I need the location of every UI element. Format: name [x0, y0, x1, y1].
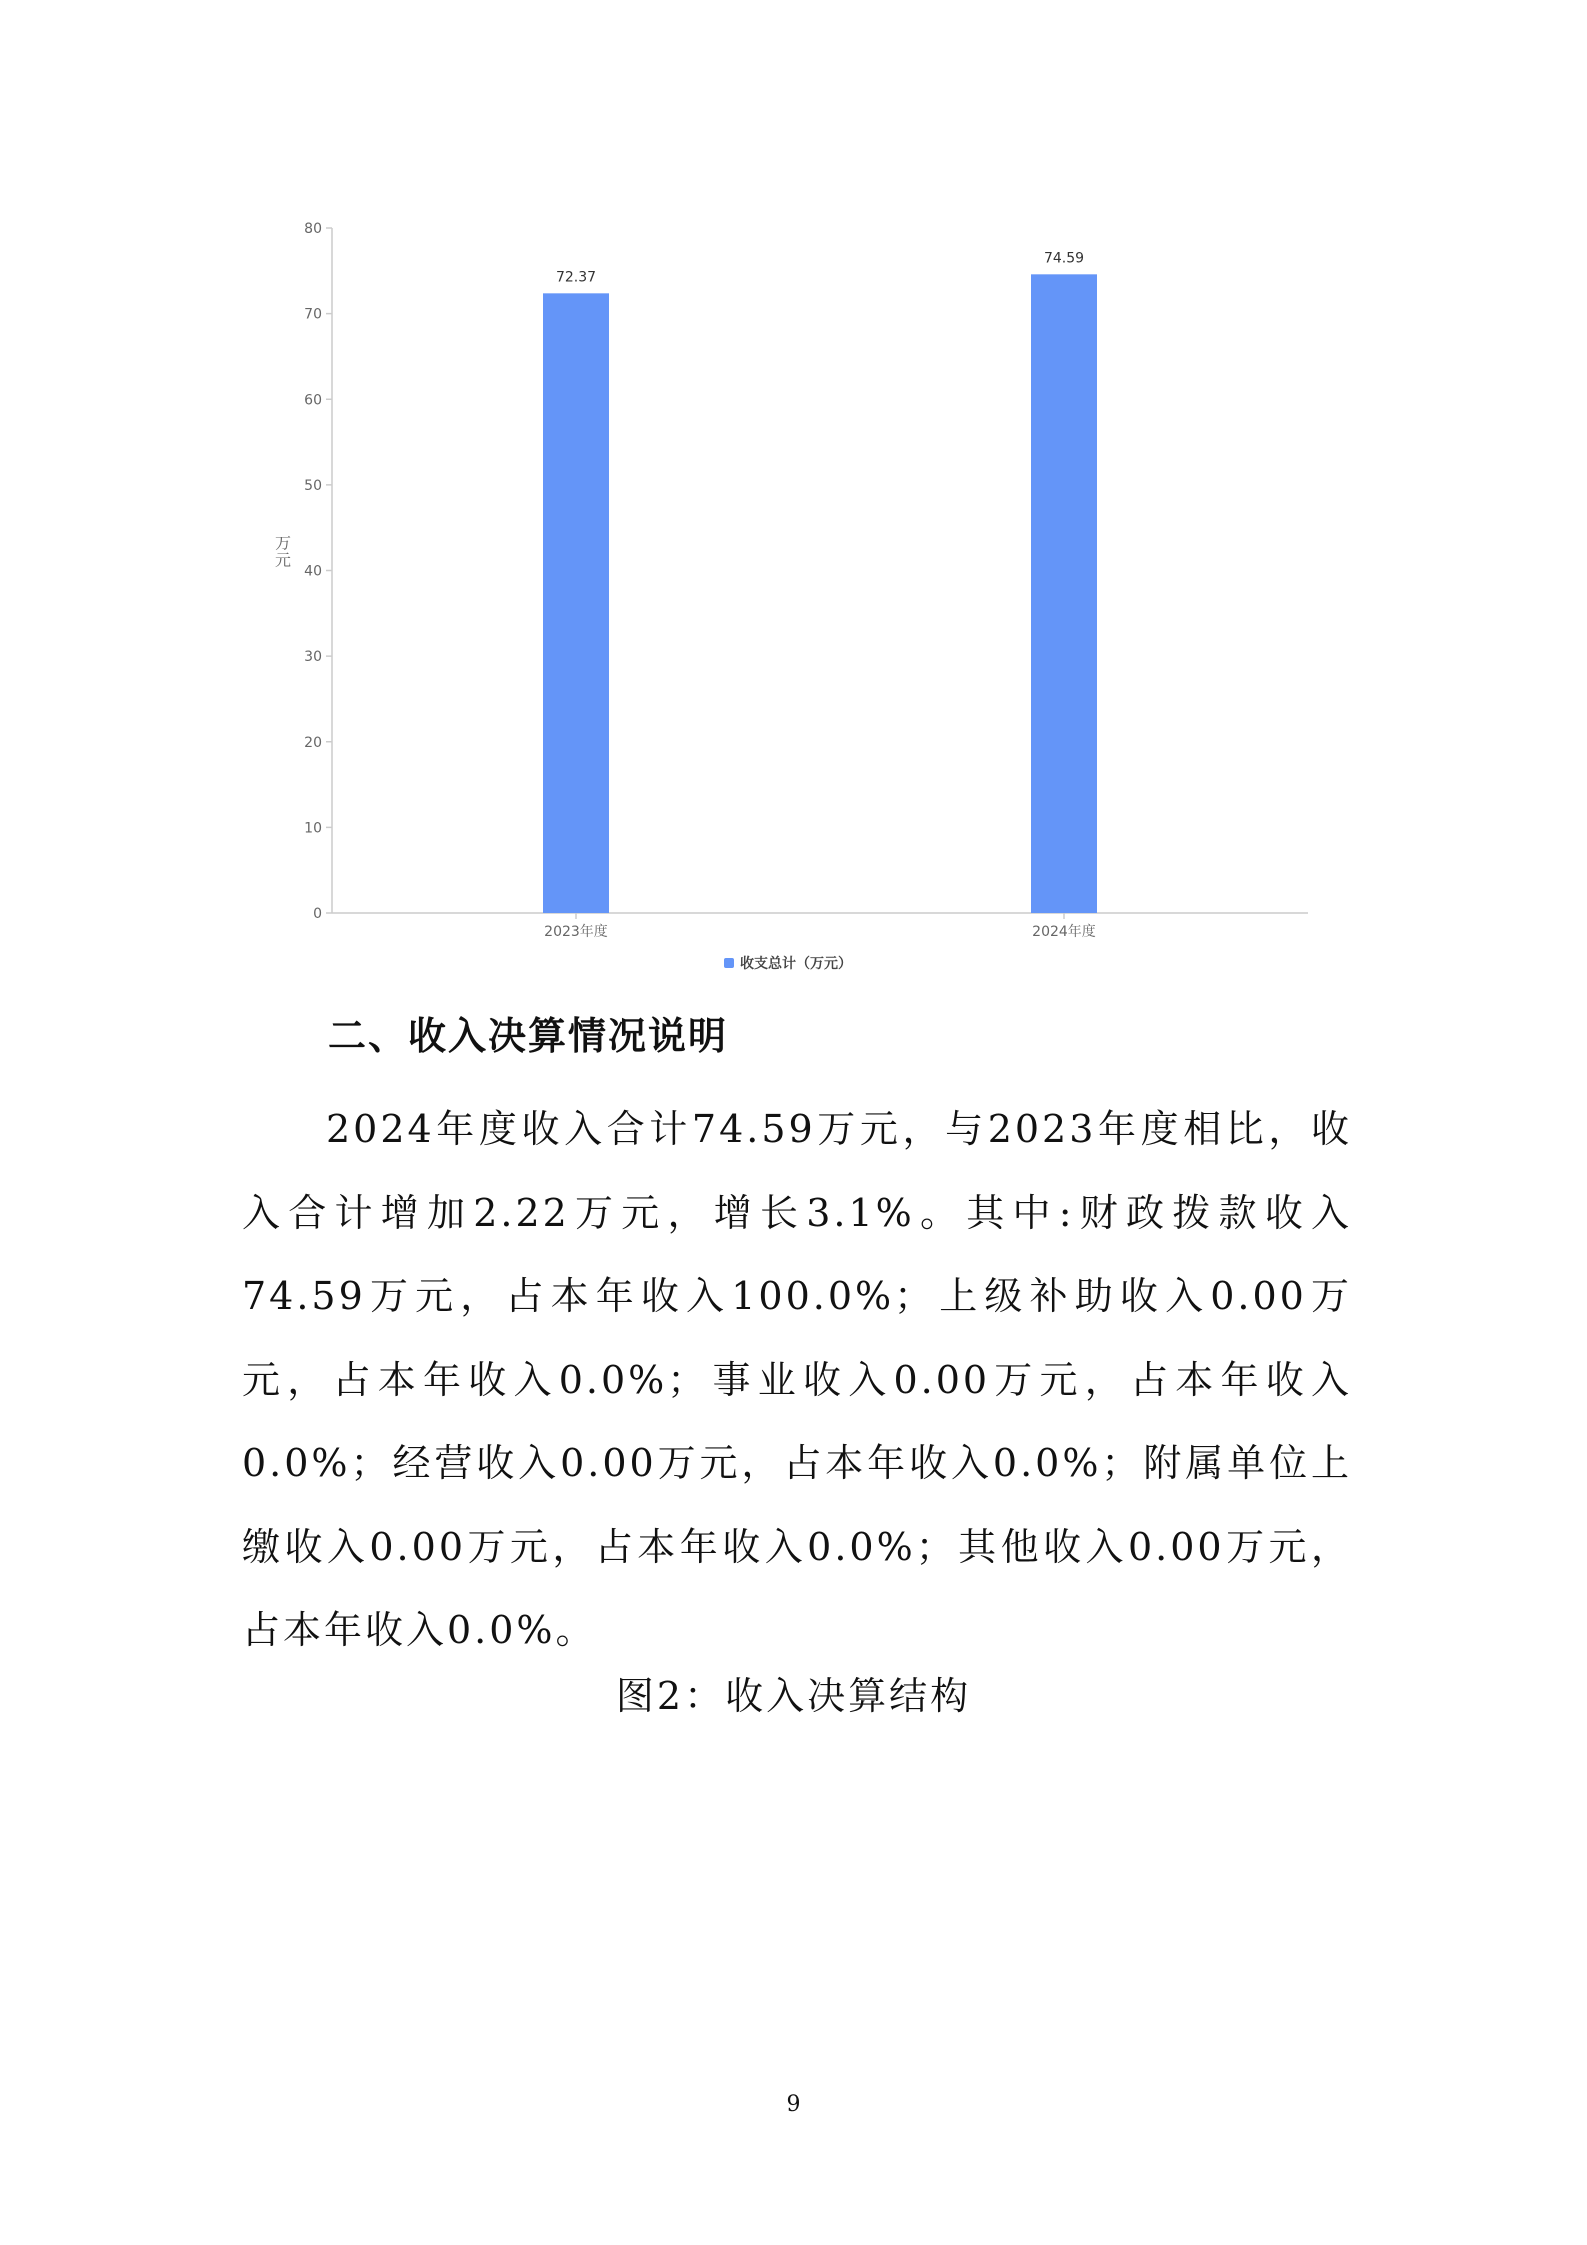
x-tick-label: 2024年度	[1032, 924, 1096, 940]
x-axis-ticks	[544, 913, 1096, 940]
section-heading: 二、收入决算情况说明	[328, 1014, 729, 1058]
y-axis-label-char: 元	[274, 550, 292, 570]
bar-data-label: 72.37	[555, 269, 597, 286]
page-number: 9	[786, 2092, 801, 2117]
income-expense-bar-chart	[0, 0, 1587, 1000]
y-tick-label: 30	[304, 649, 322, 666]
bar	[543, 293, 609, 913]
y-tick-label: 40	[304, 563, 322, 580]
y-tick-label: 0	[313, 906, 322, 922]
y-axis-label	[275, 534, 291, 570]
y-tick-label: 20	[304, 734, 322, 751]
x-tick-label: 2023年度	[544, 924, 608, 940]
y-tick-label: 80	[304, 221, 322, 237]
y-axis-label-char: 万	[274, 533, 292, 553]
bar-data-label: 74.59	[1043, 250, 1085, 267]
y-tick-label: 10	[304, 820, 322, 837]
chart-legend	[724, 955, 852, 972]
figure-caption: 图2：收入决算结构	[615, 1674, 972, 1718]
y-tick-label: 60	[304, 392, 322, 409]
y-tick-label: 70	[304, 306, 322, 323]
legend-swatch	[724, 958, 734, 968]
bar	[1031, 274, 1097, 913]
legend-label: 收支总计（万元）	[740, 956, 852, 972]
y-axis-ticks	[304, 221, 332, 922]
y-tick-label: 50	[304, 477, 322, 494]
bar-series	[543, 250, 1097, 913]
income-description-paragraph: 2024年度收入合计74.59万元，与2023年度相比，收入合计增加2.22万元，增长3.1%。其中:财政拨款收入74.59万元，占本年收入100.0%；上级补助收入0.00万元，占本年收入0.0%；事业收入0.00万元，占本年收入0.0%；经营收入0.00万元，占本年收入0.0%；附属单位上缴收入0.00万元，占本年收入0.0%；其他收入0.00万元，占本年收入0.0%。	[242, 1107, 1352, 1652]
